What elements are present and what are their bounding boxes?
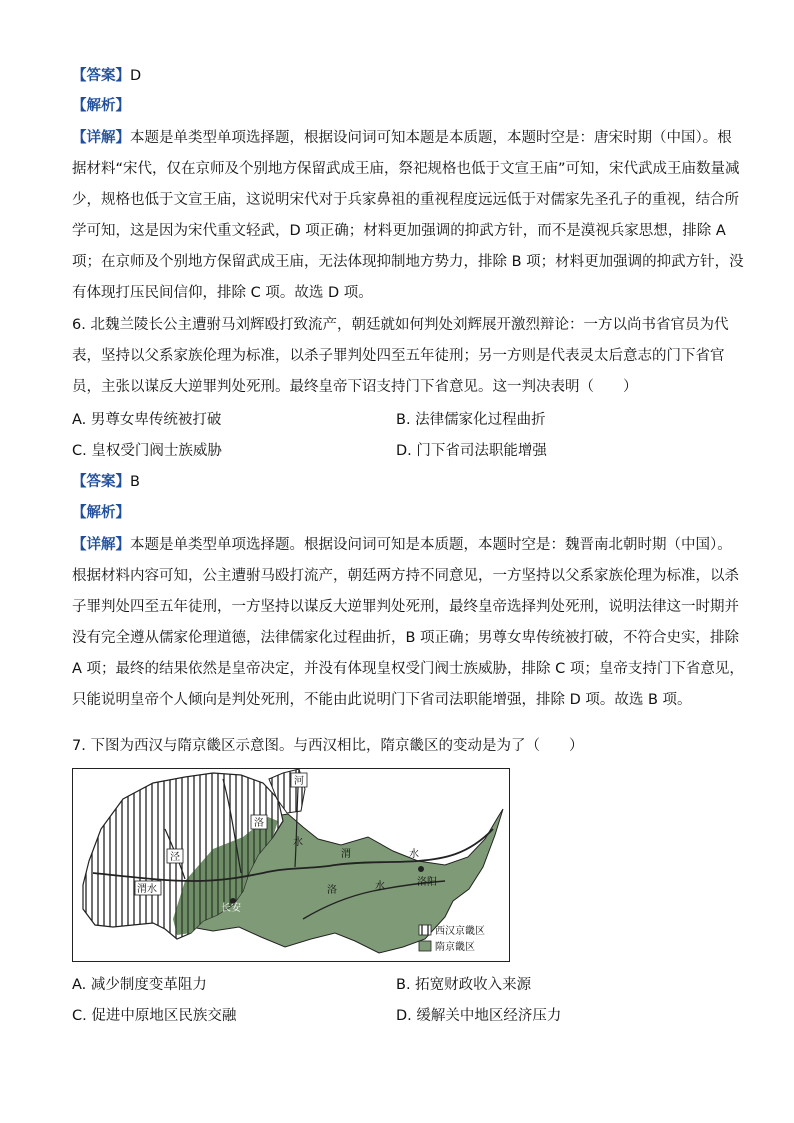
map-legend: [419, 924, 485, 953]
luoyang-marker: [418, 866, 424, 872]
legend-sui: 隋京畿区: [435, 942, 475, 953]
answer-value: D: [130, 68, 142, 84]
label-wei-river: 渭水: [137, 884, 157, 895]
label-luoyang: 洛阳: [417, 877, 437, 888]
analysis-tag: 【解析】: [72, 98, 130, 114]
q6-analysis-heading: [72, 503, 130, 523]
q6-stem-line-0: 6. 北魏兰陵长公主遭驸马刘辉殴打致流产，朝廷就如何判处刘辉展开激烈辩论：一方以尚书省官员为代: [72, 317, 729, 333]
q5-analysis-heading: [72, 96, 130, 116]
q7-option-c[interactable]: C. 促进中原地区民族交融: [72, 1008, 237, 1024]
q7-option-d[interactable]: D. 缓解关中地区经济压力: [396, 1008, 562, 1024]
q5-detail-line-0: [72, 128, 732, 148]
q5-detail-line-2: 少，规格也低于文宣王庙，这说明宋代对于兵家鼻祖的重视程度远远低于对儒家先圣孔子的重视，结合所: [72, 192, 739, 208]
q6-option-a[interactable]: A. 男尊女卑传统被打破: [72, 412, 222, 428]
q5-detail-line-1: 据材料“宋代，仅在京师及个别地方保留武成王庙，祭祀规格也低于文宣王庙”可知，宋代武成王庙数量减: [72, 161, 740, 177]
q7-option-b[interactable]: B. 拓宽财政收入来源: [396, 977, 532, 993]
q5-detail-line-5: 有体现打压民间信仰，排除 C 项。故选 D 项。: [72, 285, 373, 301]
q5-answer: [72, 66, 141, 86]
q7-option-a[interactable]: A. 减少制度变革阻力: [72, 977, 207, 993]
label-wei: 渭: [341, 849, 351, 860]
q6-answer: [72, 472, 140, 492]
q6-detail-line-3: 没有完全遵从儒家伦理道德，法律儒家化过程曲折，B 项正确；男尊女卑传统被打破，不符合史实，排除: [72, 630, 740, 646]
answer-tag: 【答案】: [72, 474, 130, 490]
label-shui-bottom: 水: [375, 881, 385, 892]
detail-tag: 【详解】: [72, 537, 130, 553]
answer-value: B: [130, 474, 140, 490]
analysis-tag: 【解析】: [72, 505, 130, 521]
q6-detail-line-5: 只能说明皇帝个人倾向是判处死刑，不能由此说明门下省司法职能增强，排除 D 项。故选 B 项。: [72, 692, 692, 708]
detail-tag: 【详解】: [72, 130, 130, 146]
map-svg: [73, 769, 509, 961]
q6-option-d[interactable]: D. 门下省司法职能增强: [396, 443, 547, 459]
detail-text: 本题是单类型单项选择题。根据设问词可知是本质题，本题时空是：魏晋南北朝时期（中国）。: [130, 537, 732, 553]
label-luo2: 洛: [327, 885, 337, 896]
q6-detail-line-1: 根据材料内容可知，公主遭驸马殴打流产，朝廷两方持不同意见，一方坚持以父系家族伦理为标准，以杀: [72, 568, 739, 584]
legend-xihan: 西汉京畿区: [435, 926, 485, 937]
q6-option-b[interactable]: B. 法律儒家化过程曲折: [396, 412, 546, 428]
q5-detail-line-4: 项；在京师及个别地方保留武成王庙，无法体现抑制地方势力，排除 B 项；材料更加强调的抑武方针，没: [72, 254, 744, 270]
q7-stem: 7. 下图为西汉与隋京畿区示意图。与西汉相比，隋京畿区的变动是为了（ ）: [72, 738, 584, 754]
label-shui-left: 水: [293, 837, 303, 848]
q6-detail-line-0: [72, 535, 732, 555]
label-jing: 泾: [170, 852, 180, 863]
label-changan: 长安: [221, 903, 241, 914]
label-he: 河: [294, 776, 304, 787]
q6-stem-line-1: 表，坚持以父系家族伦理为标准，以杀子罪判处四至五年徒刑；另一方则是代表灵太后意志的门下省官: [72, 348, 725, 364]
label-luo: 洛: [254, 818, 264, 829]
legend-swatch-sui: [419, 941, 431, 951]
jingji-map: [72, 768, 510, 962]
q5-detail-line-3: 学可知，这是因为宋代重文轻武，D 项正确；材料更加强调的抑武方针，而不是漠视兵家思想，排除 A: [72, 223, 726, 239]
legend-swatch-xihan: [419, 925, 431, 935]
q6-detail-line-4: A 项；最终的结果依然是皇帝决定，并没有体现皇权受门阀士族威胁，排除 C 项；皇帝支持门下省意见，: [72, 661, 744, 677]
detail-text: 本题是单类型单项选择题，根据设问词可知本题是本质题，本题时空是：唐宋时期（中国）。根: [130, 130, 732, 146]
q6-option-c[interactable]: C. 皇权受门阀士族威胁: [72, 443, 222, 459]
answer-tag: 【答案】: [72, 68, 130, 84]
q6-detail-line-2: 子罪判处四至五年徒刑，一方坚持以谋反大逆罪判处死刑，最终皇帝选择判处死刑，说明法律这一时期并: [72, 599, 739, 615]
label-shui-right: 水: [409, 849, 419, 860]
q6-stem-line-2: 员，主张以谋反大逆罪判处死刑。最终皇帝下诏支持门下省意见。这一判决表明（ ）: [72, 379, 638, 395]
